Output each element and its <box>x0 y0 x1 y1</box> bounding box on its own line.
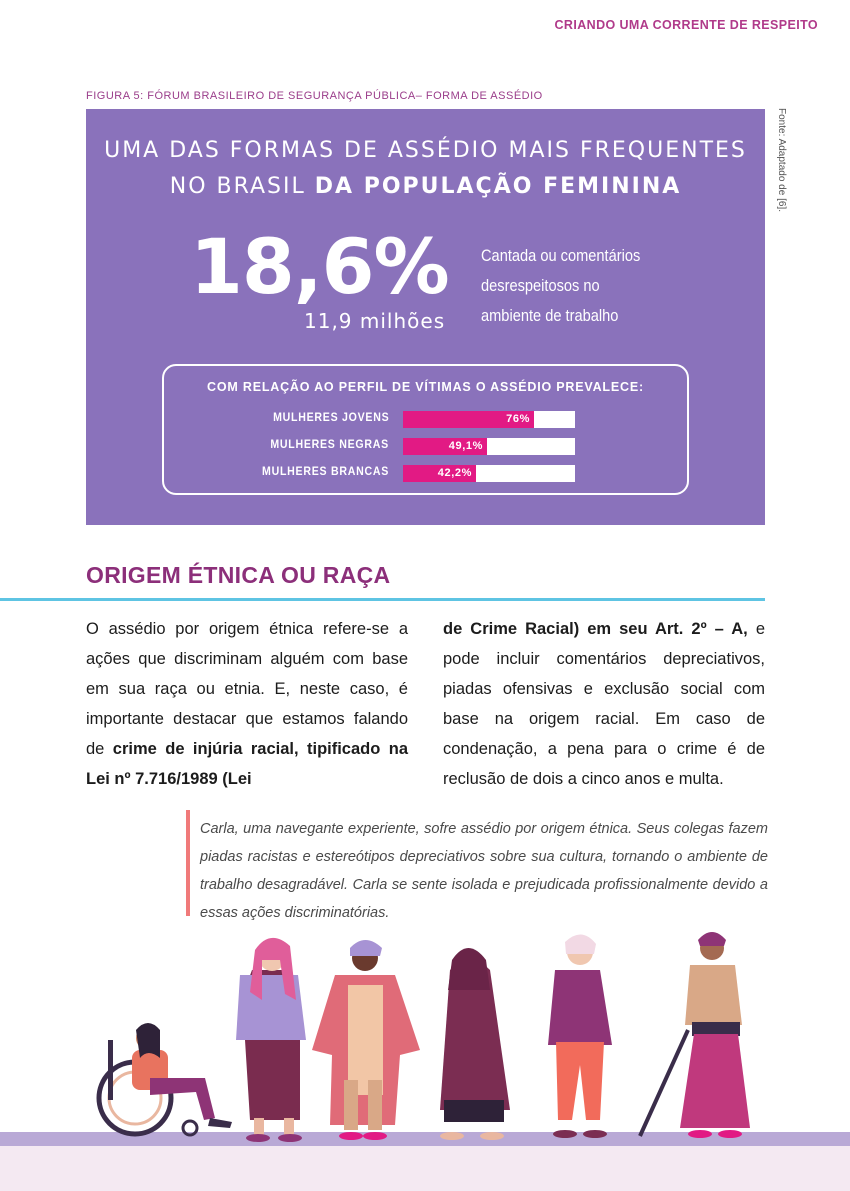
title-line-1: UMA DAS FORMAS DE ASSÉDIO MAIS FREQUENTES <box>104 138 747 163</box>
highlight-count: 11,9 milhões <box>304 309 446 333</box>
profile-title: COM RELAÇÃO AO PERFIL DE VÍTIMAS O ASSÉDIO PREVALECE: <box>207 380 644 394</box>
bar-value-label: 42,2% <box>437 467 472 479</box>
woman-pink-hair-figure <box>236 938 306 1142</box>
bar-fill <box>403 465 476 482</box>
bar-row <box>164 465 687 483</box>
victim-profile-box <box>162 364 689 495</box>
highlight-description: Cantada ou comentários desrespeitosos no ambiente de trabalho <box>481 246 641 325</box>
body-text-left-bold: crime de injúria racial, tipificado na Lei nº 7.716/1989 (Lei <box>86 740 408 788</box>
bar-category-label: MULHERES NEGRAS <box>270 439 389 451</box>
quote-accent-bar <box>186 810 190 916</box>
bar-row <box>164 411 687 429</box>
bar-category-label: MULHERES BRANCAS <box>262 466 389 478</box>
title-line-2-normal: NO BRASIL <box>169 174 306 199</box>
diverse-women-illustration <box>0 930 850 1191</box>
bar-fill <box>403 438 487 455</box>
bar-track <box>403 465 575 482</box>
body-text-right-bold: de Crime Racial) em seu Art. 2º – A, <box>443 620 748 638</box>
bar-row <box>164 438 687 456</box>
body-text-left: O assédio por origem étnica refere-se a ações que discriminam alguém com base em sua raça ou etnia. E, neste caso, é importante destacar que estamos falando de <box>86 620 408 758</box>
title-line-2-bold: DA POPULAÇÃO FEMININA <box>314 174 682 199</box>
woman-headwrap-figure <box>312 940 420 1140</box>
infographic-panel <box>86 109 765 525</box>
figure-caption: FIGURA 5: FÓRUM BRASILEIRO DE SEGURANÇA PÚBLICA– FORMA DE ASSÉDIO <box>86 90 543 102</box>
section-heading: ORIGEM ÉTNICA OU RAÇA <box>86 562 391 588</box>
body-column-right <box>443 614 765 794</box>
bar-track <box>403 411 575 428</box>
bar-value-label: 76% <box>506 413 530 425</box>
highlight-percent: 18,6% <box>190 222 449 311</box>
source-note: Fonte: Adaptado de [6]. <box>776 108 787 212</box>
running-header: CRIANDO UMA CORRENTE DE RESPEITO <box>554 18 818 32</box>
infographic-title <box>86 133 765 205</box>
bar-track <box>403 438 575 455</box>
title-line-2 <box>86 169 765 205</box>
case-quote: Carla, uma navegante experiente, sofre assédio por origem étnica. Seus colegas fazem piadas racistas e estereótipos depreciativos sobre sua cultura, tornando o ambiente de trabalho desagradável. Carla se sente isolada e prejudicada profissionalmente devido a essas ações discriminatórias. <box>200 821 768 921</box>
woman-elder-figure <box>548 934 612 1138</box>
bar-category-label: MULHERES JOVENS <box>272 412 389 424</box>
woman-hijab-figure <box>440 948 510 1140</box>
woman-cane-figure <box>640 932 750 1138</box>
body-column-left <box>86 614 408 794</box>
bar-fill <box>403 411 534 428</box>
floor-base <box>0 1146 850 1191</box>
bar-value-label: 49,1% <box>448 440 483 452</box>
body-text-right: e pode incluir comentários depreciativos, piadas ofensivas e exclusão social com base na origem racial. Em caso de condenação, a pena para o crime é de reclusão de dois a cinco anos e multa. <box>443 620 765 788</box>
woman-wheelchair-figure <box>99 1023 232 1135</box>
section-divider <box>0 598 765 601</box>
